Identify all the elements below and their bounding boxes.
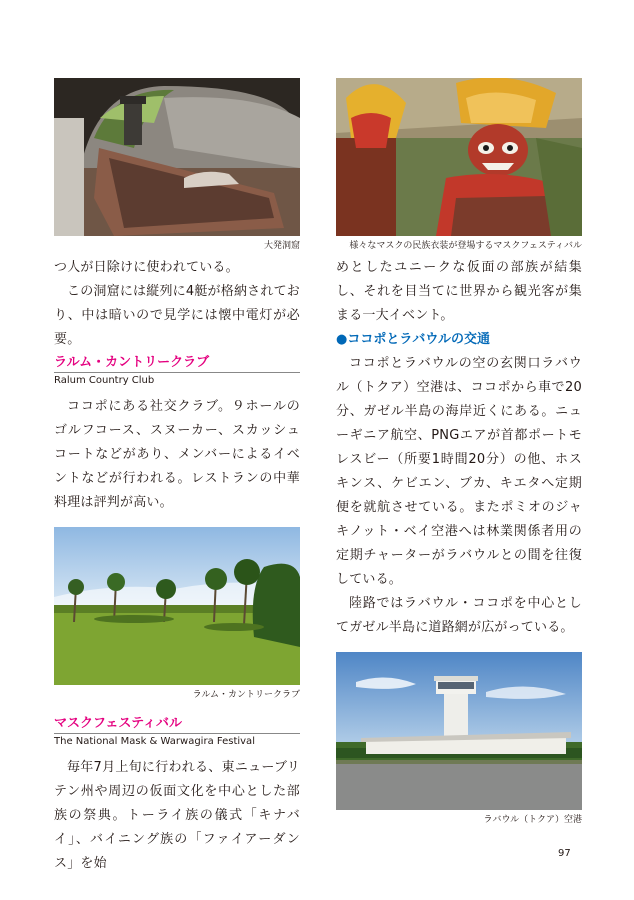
photo-airport [336, 652, 582, 810]
section-ralum-title: ラルム・カントリークラブ [54, 355, 210, 370]
section-mask-title: マスクフェスティバル [54, 716, 183, 731]
section-ralum-body: ココポにある社交クラブ。９ホールのゴルフコース、スヌーカー、スカッシュコートなどがあり、メンバーによるイベントなどが行われる。レストランの中華料理は評判が高い。 [54, 399, 300, 510]
section-transport-body: ココポとラバウルの空の玄関口ラバウル（トクア）空港は、ココポから車で20分、ガゼル半島の海岸近くにある。ニューギニア航空、PNGエアが首都ポートモレスビー（所要1時間20分）の他、ホスキンス、ケビエン、ブカ、キエタへ定期便を就航させている。またポミオのジャキノット・ベイ空港へは林業関係者用の定期チャーターがラバウルとの間を往復している。 [336, 356, 582, 587]
photo-tunnel-caption: 大発洞窟 [263, 241, 300, 251]
photo-mask-festival [336, 78, 582, 236]
right-column [336, 78, 582, 826]
photo-tunnel-barge [54, 78, 300, 236]
photo-country-club [54, 527, 300, 685]
photo-country-club-caption: ラルム・カントリークラブ [192, 690, 300, 700]
page-number: 97 [558, 848, 571, 859]
photo-airport-caption: ラバウル（トクア）空港 [483, 815, 582, 825]
photo-mask-festival-caption: 様々なマスクの民族衣装が登場するマスクフェスティバル [349, 241, 582, 251]
section-mask-body: 毎年7月上旬に行われる、東ニューブリテン州や周辺の仮面文化を中心とした部族の祭典。トーライ族の儀式「キナバイ」、バイニング族の「ファイアーダンス」を始 [54, 760, 300, 871]
section-mask-english-title: The National Mask & Warwagira Festival [54, 736, 255, 747]
section-transport-title: ●ココポとラバウルの交通 [336, 332, 490, 347]
section-mask-heading [54, 715, 300, 734]
left-paragraph-2: この洞窟には縦列に4艇が格納されており、中は暗いので見学には懐中電灯が必要。 [54, 284, 300, 347]
left-column [54, 78, 300, 876]
left-paragraph-1: つ人が日除けに使われている。 [54, 260, 239, 275]
section-transport-road: 陸路ではラバウル・ココポを中心としてガゼル半島に道路網が広がっている。 [336, 596, 582, 635]
section-ralum-heading [54, 354, 300, 373]
right-paragraph-1: めとしたユニークな仮面の部族が結集し、それを目当てに世界から観光客が集まる一大イベント。 [336, 260, 582, 323]
section-ralum-english-title: Ralum Country Club [54, 375, 155, 386]
